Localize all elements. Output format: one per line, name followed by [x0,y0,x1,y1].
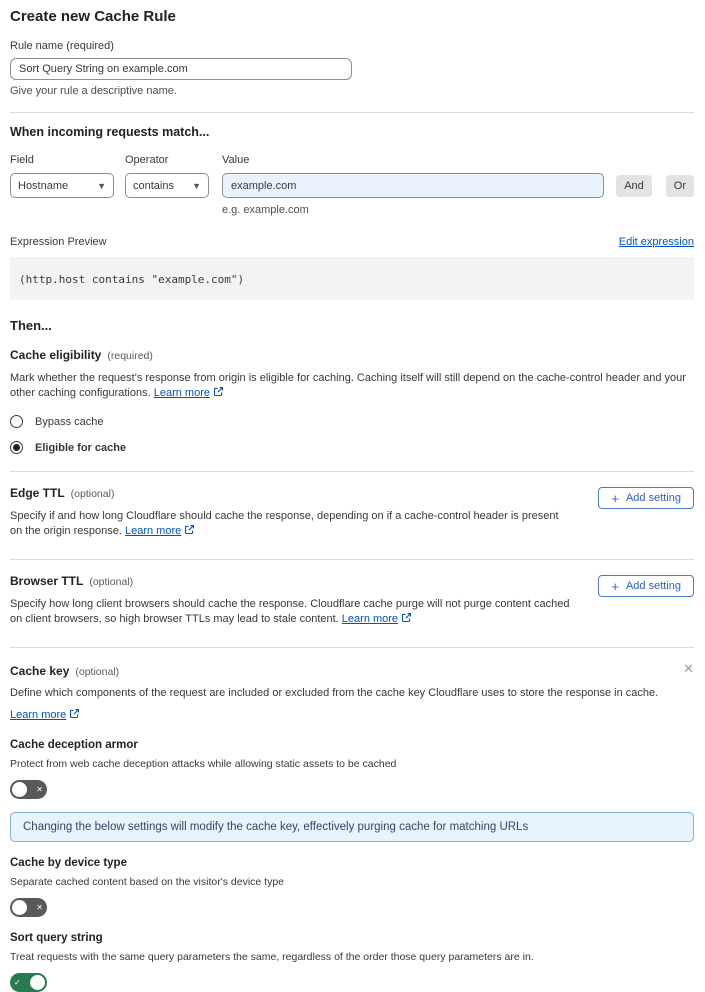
cache-key-optional-badge: (optional) [75,666,120,678]
cache-key-description: Define which components of the request are included or excluded from the cache key Cloudflare uses to store the response in cache. [10,687,659,699]
browser-ttl-learn-more-link[interactable]: Learn more [341,613,399,625]
cache-eligibility-description-text: Mark whether the request's response from origin is eligible for caching. Caching itself will still depend on the cache-control header and your other caching configurations. [10,372,686,399]
page-title: Create new Cache Rule [10,8,176,25]
cache-deception-armor-title: Cache deception armor [10,739,138,751]
cache-eligibility-description [10,371,694,402]
toggle-on-check-icon: ✓ [14,977,21,987]
plus-icon: + [611,490,619,506]
cache-by-device-type-title: Cache by device type [10,857,127,869]
cache-by-device-type-toggle[interactable] [10,898,47,917]
sort-query-string-description: Treat requests with the same query parameters the same, regardless of the order those query parameters are in. [10,951,534,963]
cache-key-title: Cache key [10,664,70,678]
chevron-down-icon: ▼ [192,180,201,191]
browser-ttl-optional-badge: (optional) [89,576,134,588]
toggle-knob [30,975,45,990]
radio-selected-icon [10,441,23,454]
edit-expression-link[interactable]: Edit expression [618,236,694,248]
browser-ttl-description-text: Specify how long client browsers should cache the response. Cloudflare cache purge will not purge content cached on client browsers, so high browser TTLs may lead to stale content. [10,598,570,625]
expression-code: (http.host contains "example.com") [19,273,245,286]
edge-ttl-learn-more-link[interactable]: Learn more [124,525,182,537]
toggle-off-x-icon: ✕ [36,784,43,794]
radio-eligible-for-cache-label: Eligible for cache [35,441,127,454]
radio-bypass-cache[interactable] [10,415,103,428]
browser-ttl-add-setting-button[interactable] [598,575,694,597]
cache-deception-armor-toggle[interactable] [10,780,47,799]
radio-bypass-cache-label: Bypass cache [35,415,104,428]
external-link-icon [401,612,412,628]
cache-eligibility-title: Cache eligibility [10,348,102,362]
close-icon[interactable]: ✕ [683,661,694,676]
cache-key-warning-banner: Changing the below settings will modify the cache key, effectively purging cache for matching URLs [10,812,694,842]
external-link-icon [184,524,195,540]
chevron-down-icon: ▼ [97,180,106,191]
edge-ttl-description-text: Specify if and how long Cloudflare should cache the response, depending on if a cache-control header is present on the origin response. [10,510,559,537]
value-input[interactable] [222,173,604,198]
cache-key-section [10,661,694,992]
cache-by-device-type-description: Separate cached content based on the visitor's device type [10,876,285,888]
expression-preview-label: Expression Preview [10,236,107,248]
match-heading: When incoming requests match... [10,125,210,139]
operator-label: Operator [125,154,169,166]
cache-key-learn-more-link[interactable]: Learn more [10,709,67,721]
cache-eligibility-learn-more-link[interactable]: Learn more [153,387,210,399]
edge-ttl-add-setting-button[interactable] [598,487,694,509]
or-button[interactable]: Or [666,175,694,197]
browser-ttl-description [10,597,570,628]
plus-icon: + [611,578,619,594]
divider [10,559,694,560]
toggle-knob [12,900,27,915]
radio-eligible-for-cache[interactable] [10,441,126,454]
field-select[interactable] [10,173,114,198]
radio-unselected-icon [10,415,23,428]
browser-ttl-add-setting-label: Add setting [625,580,681,592]
rule-name-helper: Give your rule a descriptive name. [10,85,177,97]
edge-ttl-add-setting-label: Add setting [625,492,681,504]
external-link-icon [69,706,80,724]
cache-deception-armor-description: Protect from web cache deception attacks while allowing static assets to be cached [10,758,397,770]
rule-name-input[interactable] [10,58,352,80]
value-hint: e.g. example.com [222,204,309,216]
then-heading: Then... [10,318,52,333]
and-button[interactable]: And [616,175,652,197]
field-label: Field [10,154,34,166]
toggle-off-x-icon: ✕ [36,902,43,912]
sort-query-string-toggle[interactable] [10,973,47,992]
field-select-value: Hostname [18,179,69,192]
operator-select-value: contains [133,179,174,192]
value-label: Value [222,154,250,166]
edge-ttl-section [10,486,694,540]
rule-name-label: Rule name (required) [10,40,114,52]
browser-ttl-title: Browser TTL [10,574,84,588]
match-builder-row [10,154,694,198]
expression-code-block [10,257,694,300]
divider [10,647,694,648]
edge-ttl-optional-badge: (optional) [70,488,115,500]
toggle-knob [12,782,27,797]
operator-select[interactable] [125,173,209,198]
edge-ttl-description [10,509,570,540]
cache-eligibility-required-badge: (required) [107,350,153,362]
divider [10,471,694,472]
external-link-icon [213,386,224,402]
sort-query-string-title: Sort query string [10,932,103,944]
divider [10,112,694,113]
edge-ttl-title: Edge TTL [10,486,65,500]
browser-ttl-section [10,574,694,628]
